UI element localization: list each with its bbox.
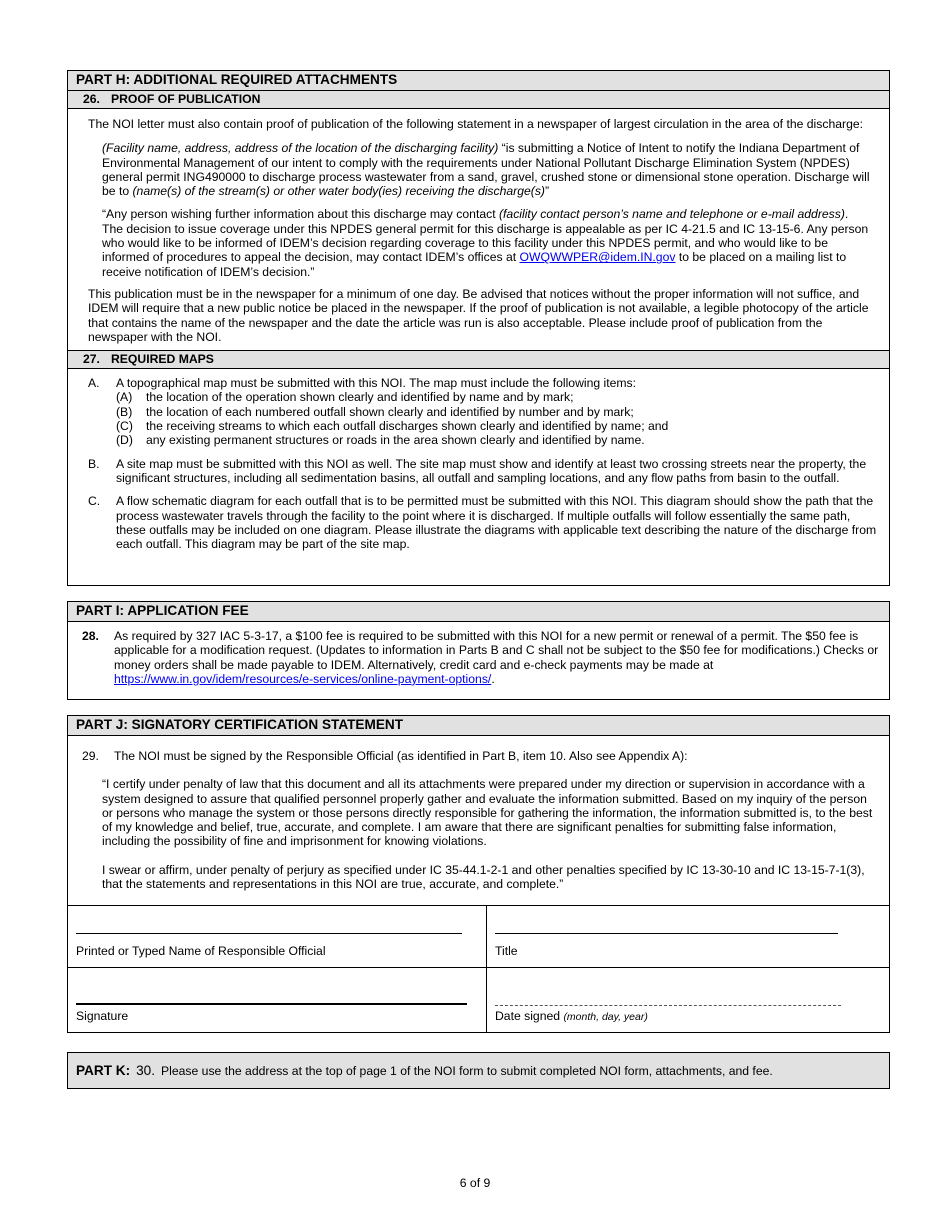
map-item-c-text: A flow schematic diagram for each outfall that is to be permitted must be submitted with this NOI. This diagram should show the path that the process wastewater travels through the facility to the point where it is discharged. If multiple outfalls will follow essentially the same path, these outfalls may be included on one diagram. Please illustrate the diagrams with applicable text describing the nature of the discharge from each outfall. This diagram may be part of the site map. (116, 494, 877, 552)
certification-paragraph-1: “I certify under penalty of law that this document and all its attachments were prepared under my direction or supervision in accordance with a system designed to assure that qualified personnel properly gather and evaluate the information submitted. Based on my inquiry of the person or persons who manage the system or those persons directly responsible for gathering the information, the information submitted is, to the best of my knowledge and belief, true, accurate, and complete. I am aware that there are significant penalties for submitting false information, including the possibility of fine and imprisonment for knowing violations. (102, 777, 873, 849)
title-line[interactable] (495, 933, 838, 934)
name-line[interactable] (76, 933, 462, 934)
owq-email-link[interactable]: OWQWWPER@idem.IN.gov (519, 250, 676, 265)
map-item-a-sublist (116, 390, 879, 447)
list-item: (C) the receiving streams to which each outfall discharges shown clearly and identified by name; and (116, 419, 669, 434)
part-k-title: PART K: (76, 1063, 131, 1078)
required-maps-body (68, 369, 889, 551)
publication-statement-1: (Facility name, address, address of the location of the discharging facility) “is submitting a Notice of Intent to notify the Indiana Department of Environmental Management of our intent to comply with the requirements under National Pollutant Discharge Elimination System (NPDES) general permit ING490000 to discharge process wastewater from a sand, gravel, crushed stone or dimensional stone operation. Discharge will be to (name(s) of the stream(s) or other water body(ies) receiving the discharge(s)” (102, 141, 870, 199)
date-hint: (month, day, year) (563, 1011, 648, 1023)
title-label: Title (495, 944, 518, 958)
proof-of-publication-body (68, 109, 889, 350)
item-27-header (68, 350, 889, 369)
part-j-section (67, 715, 890, 906)
signature-block (67, 905, 890, 1033)
map-item-c-label: C. (88, 494, 101, 509)
date-label: Date signed (month, day, year) (495, 1009, 648, 1023)
item-30-number: 30. (136, 1063, 156, 1078)
certification-body (68, 736, 889, 904)
map-item-b (88, 457, 879, 486)
part-h-section (67, 70, 890, 586)
publication-statement-2: “Any person wishing further information about this discharge may contact (facility contact person’s name and telephone or e-mail address). The decision to issue coverage under this NPDES general permit for this discharge is appealable as per IC 4-21.5 and IC 13-15-6. Any person who would like to be informed of IDEM’s decision regarding coverage to this facility under this NPDES permit, and who would like to be informed of procedures to appeal the decision, may contact IDEM’s offices at OWQWWPER@idem.IN.gov to be placed on a mailing list to receive notification of IDEM’s decision.” (102, 207, 869, 279)
item-26-title: PROOF OF PUBLICATION (111, 92, 261, 106)
certification-paragraph-2: I swear or affirm, under penalty of perjury as specified under IC 35-44.1-2-1 and other penalties specified by IC 13-30-10 and IC 13-15-7-1(3), that the statements and representations in this NOI are true, accurate, and complete.” (102, 862, 865, 892)
list-item: (A) the location of the operation shown clearly and identified by name and by mark; (116, 390, 574, 405)
online-payment-link[interactable]: https://www.in.gov/idem/resources/e-services/online-payment-options/ (114, 671, 492, 686)
part-i-section (67, 601, 890, 700)
part-j-title: PART J: SIGNATORY CERTIFICATION STATEMENT (68, 716, 889, 736)
certification-intro: 29. The NOI must be signed by the Responsible Official (as identified in Part B, item 10. Also see Appendix A): (82, 749, 688, 763)
map-item-a-label: A. (88, 376, 100, 391)
item-26-header (68, 91, 889, 109)
item-29-number: 29. (82, 749, 99, 763)
part-k-text: Please use the address at the top of page 1 of the NOI form to submit completed NOI form, attachments, and fee. (161, 1064, 773, 1078)
list-item: (B) the location of each numbered outfall shown clearly and identified by number and by mark; (116, 404, 634, 419)
waterbody-placeholder: (name(s) of the stream(s) or other water body(ies) receiving the discharge(s) (132, 184, 545, 199)
application-fee-body (68, 622, 889, 698)
date-line[interactable] (495, 1005, 841, 1006)
name-label: Printed or Typed Name of Responsible Official (76, 944, 326, 958)
part-i-title: PART I: APPLICATION FEE (68, 602, 889, 622)
list-item: (D) any existing permanent structures or roads in the area shown clearly and identified by name. (116, 433, 645, 448)
page-number: 6 of 9 (459, 1176, 491, 1190)
signature-line[interactable] (76, 1003, 467, 1005)
signature-label: Signature (76, 1009, 129, 1023)
publication-requirements: This publication must be in the newspaper for a minimum of one day. Be advised that notices without the proper information will not suffice, and IDEM will require that a new public notice be placed in the newspaper. If the proof of publication is not available, a legible photocopy of the article that contains the name of the newspaper and the date the article was run is also acceptable. Please include proof of publication from the newspaper with the NOI. (88, 286, 869, 344)
map-item-b-label: B. (88, 456, 100, 471)
item-28-number: 28. (82, 629, 99, 643)
part-h-title: PART H: ADDITIONAL REQUIRED ATTACHMENTS (68, 71, 889, 91)
map-item-a-text: A topographical map must be submitted with this NOI. The map must include the following items: (116, 376, 637, 391)
publication-intro: The NOI letter must also contain proof of publication of the following statement in a newspaper of largest circulation in the area of the discharge: (88, 117, 864, 131)
map-item-a (88, 376, 879, 447)
certification-statement (102, 777, 879, 891)
fee-text: As required by 327 IAC 5-3-17, a $100 fee is required to be submitted with this NOI for a new permit or renewal of a permit. The $50 fee is applicable for a modification request. (Updates to information in Parts B and C shall not be subject to the $50 fee for modifications.) Checks or money orders shall be made payable to IDEM. Alternatively, credit card and e-check payments may be made at https://www.in.gov/idem/resources/e-services/online-payment-options/. (114, 629, 879, 686)
item-26-number: 26. (83, 92, 100, 106)
item-27-title: REQUIRED MAPS (111, 352, 214, 367)
contact-placeholder: (facility contact person’s name and telephone or e-mail address) (498, 207, 845, 222)
item-27-number: 27. (83, 352, 100, 367)
facility-placeholder: (Facility name, address, address of the location of the discharging facility) (102, 141, 499, 156)
map-item-c (88, 494, 879, 551)
part-k-section (67, 1052, 890, 1089)
map-item-b-text: A site map must be submitted with this NOI as well. The site map must show and identify at least two crossing streets near the property, the significant structures, including all sedimentation basins, all outfall and sampling locations, and any flow paths from basin to the outfall. (116, 456, 867, 485)
